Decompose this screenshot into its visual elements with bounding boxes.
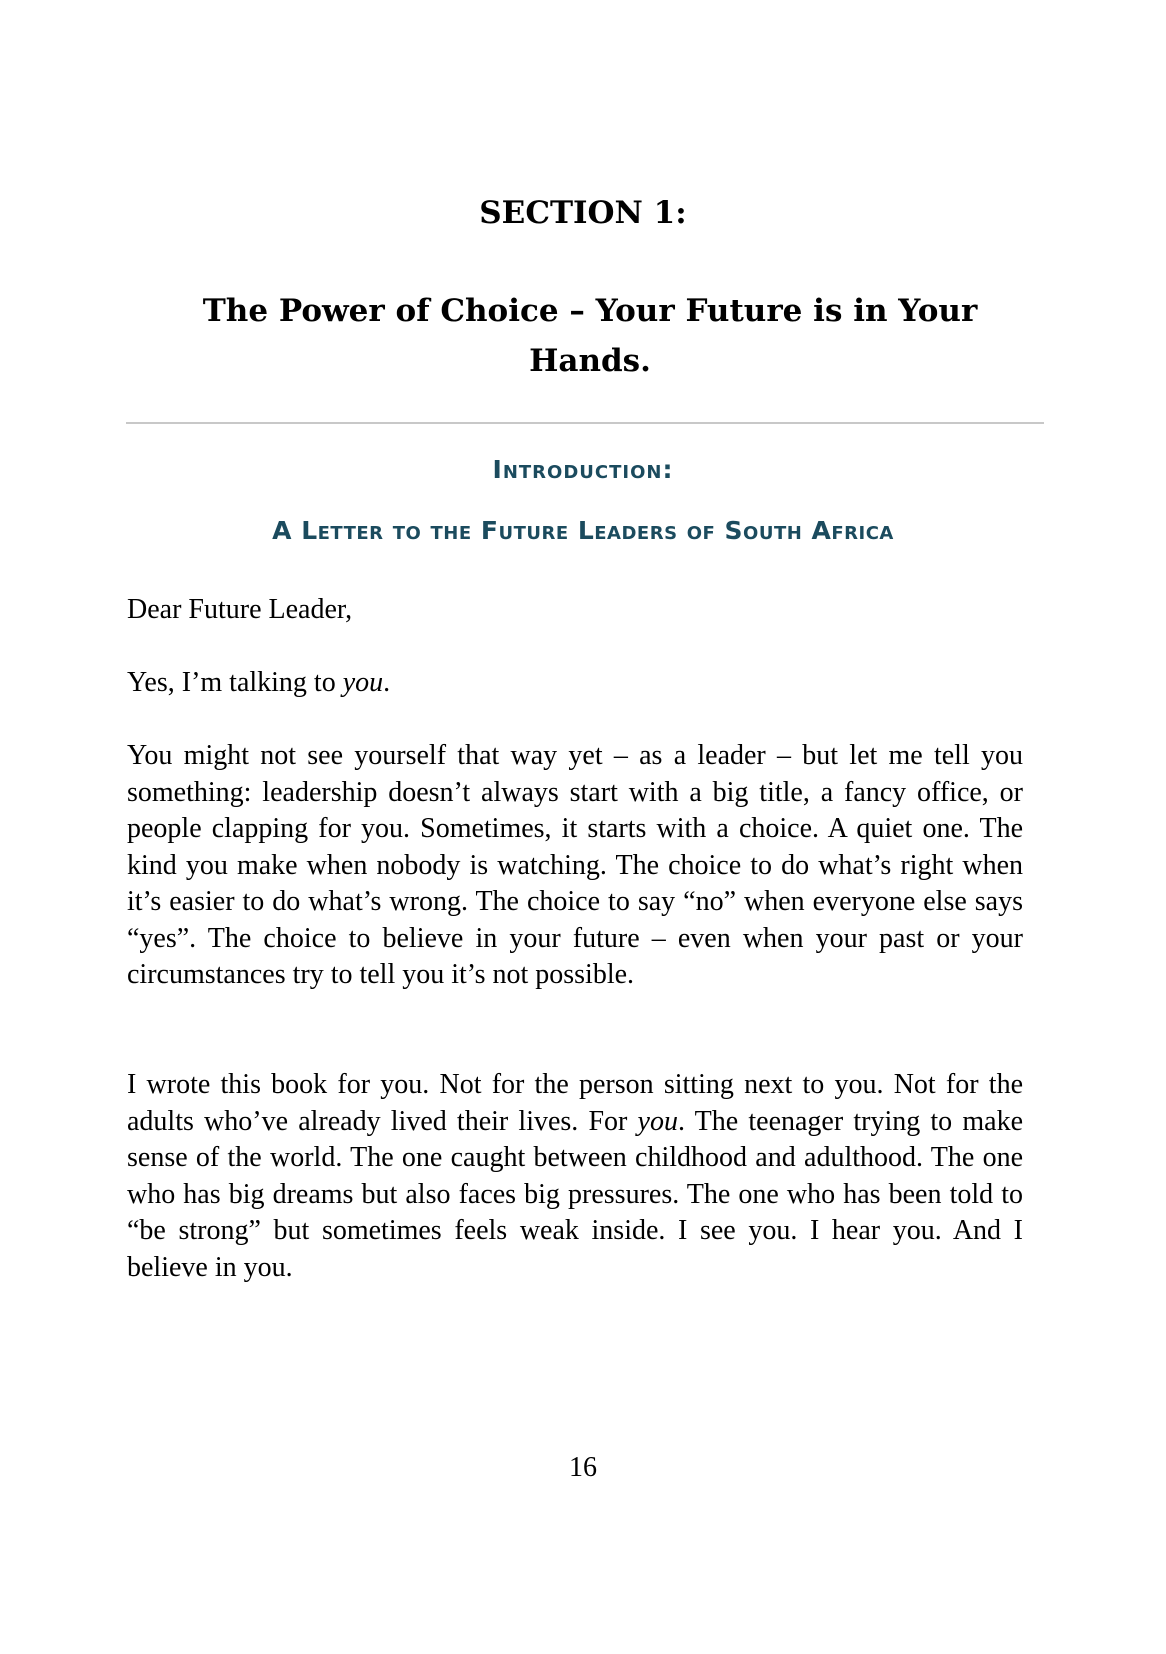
page-number: 16	[569, 1452, 597, 1483]
emphasis-text: you	[342, 667, 384, 698]
letter-paragraph-2	[127, 665, 1023, 702]
letter-paragraph-4	[127, 1067, 1023, 1286]
paragraph-text: .	[383, 667, 391, 698]
section-title: The Power of Choice – Your Future is in Your Hands.	[202, 293, 978, 379]
introduction-heading: Introduction:	[492, 455, 674, 484]
letter-greeting: Dear Future Leader,	[127, 594, 353, 625]
emphasis-text: you	[637, 1105, 678, 1137]
paragraph-text: Yes, I’m talking to	[127, 667, 343, 698]
letter-paragraph-3: You might not see yourself that way yet – as a leader – but let me tell you something: leadership doesn’t always start with a big title, a fancy office, or people clapping for you. Sometimes, it starts with a choice. A quiet one. The kind you make when nobody is watching. The choice to do what’s right when it’s easier to do what’s wrong. The choice to say “no” when everyone else says “yes”. The choice to believe in your future – even when your past or your circumstances try to tell you it’s not possible.	[127, 740, 1023, 990]
letter-heading: A Letter to the Future Leaders of South Africa	[272, 516, 894, 545]
paragraph-text: I wrote this book for you. Not for the person sitting next to you. Not for the adults who’ve already lived their lives. For	[127, 1069, 1023, 1137]
section-label: SECTION 1:	[479, 195, 687, 231]
horizontal-divider	[126, 422, 1044, 424]
paragraph-text: . The teenager trying to make sense of the world. The one caught between childhood and adulthood. The one who has big dreams but also faces big pressures. The one who has been told to “be strong” but sometimes feels weak inside. I see you. I hear you. And I believe in you.	[127, 1105, 1023, 1283]
